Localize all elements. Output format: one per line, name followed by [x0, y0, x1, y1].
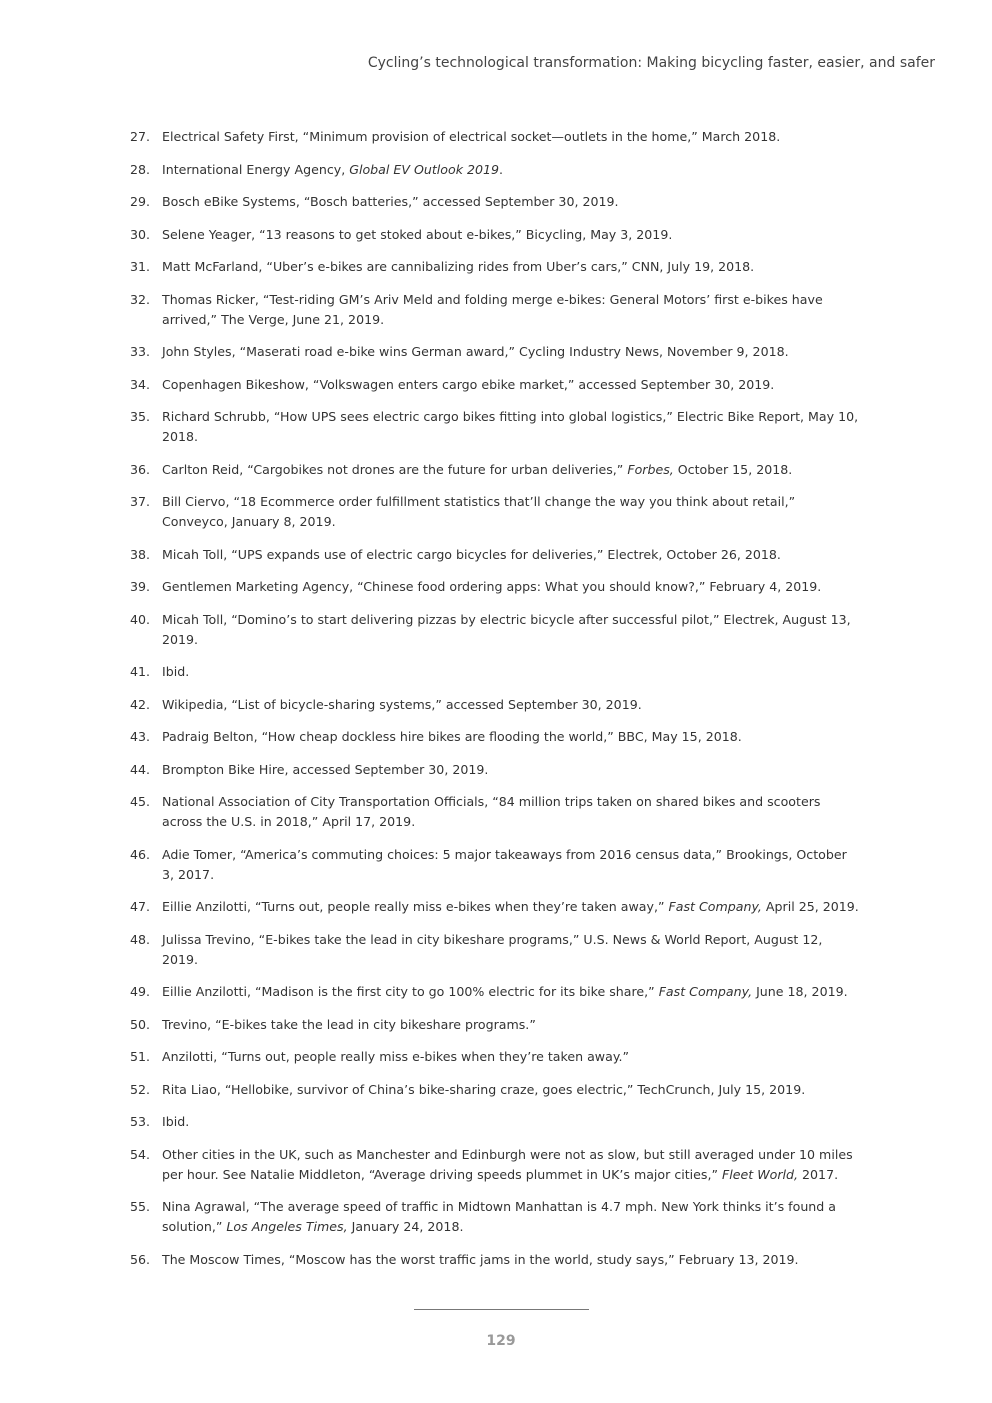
endnote-item — [130, 192, 860, 212]
endnote-number: 53. — [130, 1114, 151, 1129]
endnote-text — [162, 760, 860, 780]
endnote-text-segment: Rita Liao, “Hellobike, survivor of China’s bike-sharing craze, goes electric,” TechCrunch, July 15, 2019. — [162, 1081, 806, 1097]
running-header: Cycling’s technological transformation: Making bicycling faster, easier, and safer — [367, 55, 935, 71]
endnote-text-segment: Anzilotti, “Turns out, people really miss e-bikes when they’re taken away.” — [162, 1049, 629, 1064]
endnote-text — [162, 1015, 860, 1035]
endnote-text — [162, 225, 860, 245]
endnote-text — [162, 375, 860, 395]
endnote-number: 33. — [130, 344, 151, 359]
endnote-text — [162, 1080, 860, 1100]
endnote-item — [130, 545, 860, 565]
endnote-item — [130, 460, 860, 480]
endnote-text-segment: October 15, 2018. — [673, 461, 793, 477]
endnote-number: 55. — [130, 1199, 151, 1214]
endnote-item — [130, 930, 860, 970]
endnote-text — [162, 545, 860, 565]
endnote-text-segment: Matt McFarland, “Uber’s e-bikes are cannibalizing rides from Uber’s cars,” CNN, July 19, 2018. — [162, 259, 755, 274]
endnote-number: 38. — [130, 546, 151, 562]
endnote-item — [130, 577, 860, 597]
endnote-text — [162, 897, 860, 917]
endnote-item — [130, 225, 860, 245]
endnote-item — [130, 492, 860, 532]
endnote-item — [130, 1015, 860, 1035]
endnote-italic-title: Fast Company, — [668, 899, 762, 914]
endnote-text-segment: Wikipedia, “List of bicycle-sharing systems,” accessed September 30, 2019. — [162, 696, 642, 712]
endnote-text — [162, 407, 860, 447]
endnote-number: 42. — [130, 696, 151, 712]
endnote-number: 45. — [130, 794, 151, 809]
endnote-text-segment: Julissa Trevino, “E-bikes take the lead in city bikeshare programs,” U.S. News & World Report, August 12, 2019. — [162, 931, 823, 967]
endnote-italic-title: Los Angeles Times, — [226, 1219, 348, 1234]
endnote-item — [130, 1145, 860, 1185]
endnote-number: 29. — [130, 194, 151, 209]
endnote-number: 52. — [130, 1081, 151, 1097]
endnote-item — [130, 342, 860, 362]
endnote-number: 54. — [130, 1146, 151, 1162]
endnote-text — [162, 1145, 860, 1185]
endnote-text — [162, 727, 860, 747]
endnote-text — [162, 160, 860, 180]
endnote-text-segment: Eillie Anzilotti, “Madison is the first city to go 100% electric for its bike share,” — [162, 984, 659, 999]
endnote-number: 51. — [130, 1049, 151, 1064]
endnote-number: 32. — [130, 291, 151, 307]
endnote-number: 39. — [130, 579, 151, 594]
endnote-number: 47. — [130, 899, 151, 914]
endnote-number: 49. — [130, 984, 151, 999]
endnote-item — [130, 982, 860, 1002]
endnote-text — [162, 1047, 860, 1067]
endnote-item — [130, 727, 860, 747]
endnote-italic-title: Fleet World, — [722, 1166, 799, 1182]
page-number: 129 — [486, 1333, 516, 1349]
endnote-number: 27. — [130, 129, 151, 144]
endnote-text-segment: Bill Ciervo, “18 Ecommerce order fulfillment statistics that’ll change the way you think about retail,” Conveyco, January 8, 2019. — [162, 494, 796, 529]
endnote-text-segment: Ibid. — [162, 664, 190, 679]
endnote-number: 36. — [130, 461, 151, 477]
endnote-item — [130, 845, 860, 885]
endnote-text-segment: Padraig Belton, “How cheap dockless hire bikes are flooding the world,” BBC, May 15, 2018. — [162, 729, 742, 744]
endnote-text-segment: International Energy Agency, — [162, 161, 350, 177]
endnote-text-segment: January 24, 2018. — [347, 1219, 464, 1234]
endnote-text-segment: April 25, 2019. — [761, 899, 859, 914]
endnote-item — [130, 1047, 860, 1067]
endnote-text-segment: Ibid. — [162, 1114, 190, 1129]
endnote-text — [162, 695, 860, 715]
endnote-item — [130, 610, 860, 650]
endnote-number: 35. — [130, 409, 151, 424]
endnote-text-segment: Thomas Ricker, “Test-riding GM’s Ariv Meld and folding merge e-bikes: General Motors’ first e-bikes have arrived,” The Verge, June 21, 2019. — [162, 291, 823, 327]
endnote-text-segment: Other cities in the UK, such as Manchester and Edinburgh were not as slow, but still averaged under 10 miles per hour. See Natalie Middleton, “Average driving speeds plummet in UK’s major cities,” — [162, 1146, 853, 1182]
endnote-italic-title: Global EV Outlook 2019 — [349, 161, 500, 177]
endnote-number: 31. — [130, 259, 151, 274]
endnote-text-segment: Gentlemen Marketing Agency, “Chinese food ordering apps: What you should know?,” February 4, 2019. — [162, 579, 822, 594]
endnote-text — [162, 492, 860, 532]
endnote-item — [130, 257, 860, 277]
endnote-text-segment: The Moscow Times, “Moscow has the worst traffic jams in the world, study says,” February 13, 2019. — [162, 1251, 799, 1267]
endnote-text-segment: Bosch eBike Systems, “Bosch batteries,” accessed September 30, 2019. — [162, 194, 619, 209]
endnote-text — [162, 792, 860, 832]
endnote-text-segment: Nina Agrawal, “The average speed of traffic in Midtown Manhattan is 4.7 mph. New York thinks it’s found a solution,” — [162, 1199, 836, 1234]
endnote-text-segment: National Association of City Transportation Officials, “84 million trips taken on shared bikes and scooters across the U.S. in 2018,” April 17, 2019. — [162, 794, 821, 829]
endnote-item — [130, 1250, 860, 1270]
endnote-text — [162, 1197, 860, 1237]
endnote-text — [162, 662, 860, 682]
endnote-text — [162, 1112, 860, 1132]
endnote-item — [130, 662, 860, 682]
endnote-text — [162, 257, 860, 277]
endnote-number: 34. — [130, 376, 151, 392]
endnote-item — [130, 375, 860, 395]
endnote-item — [130, 760, 860, 780]
endnote-text — [162, 1250, 860, 1270]
endnote-text-segment: 2017. — [798, 1166, 839, 1182]
endnote-text — [162, 460, 860, 480]
endnote-item — [130, 160, 860, 180]
endnote-text-segment: Electrical Safety First, “Minimum provision of electrical socket—outlets in the home,” March 2018. — [162, 129, 781, 144]
endnote-number: 40. — [130, 611, 151, 627]
endnote-text-segment: Richard Schrubb, “How UPS sees electric cargo bikes fitting into global logistics,” Electric Bike Report, May 10, 2018. — [162, 409, 859, 444]
endnote-number: 37. — [130, 494, 151, 509]
endnote-number: 43. — [130, 729, 151, 744]
endnote-item — [130, 290, 860, 330]
endnote-text-segment: John Styles, “Maserati road e-bike wins German award,” Cycling Industry News, November 9, 2018. — [162, 344, 789, 359]
endnote-text — [162, 982, 860, 1002]
endnote-text — [162, 577, 860, 597]
endnote-text — [162, 610, 860, 650]
endnote-text — [162, 342, 860, 362]
endnote-text-segment: Brompton Bike Hire, accessed September 30, 2019. — [162, 761, 489, 777]
endnote-text — [162, 192, 860, 212]
endnote-text-segment: Eillie Anzilotti, “Turns out, people really miss e-bikes when they’re taken away,” — [162, 899, 669, 914]
endnote-italic-title: Forbes, — [627, 461, 674, 477]
footer-divider — [414, 1309, 589, 1310]
endnote-number: 56. — [130, 1251, 151, 1267]
endnote-item — [130, 1197, 860, 1237]
endnote-number: 46. — [130, 846, 151, 862]
endnote-text-segment: Carlton Reid, “Cargobikes not drones are the future for urban deliveries,” — [162, 461, 628, 477]
endnote-text — [162, 290, 860, 330]
endnote-number: 50. — [130, 1016, 151, 1032]
endnote-text — [162, 845, 860, 885]
endnote-item — [130, 695, 860, 715]
endnote-text-segment: Adie Tomer, “America’s commuting choices: 5 major takeaways from 2016 census data,” Brookings, October 3, 2017. — [162, 846, 847, 882]
endnote-text-segment: Selene Yeager, “13 reasons to get stoked about e-bikes,” Bicycling, May 3, 2019. — [162, 226, 673, 242]
endnote-item — [130, 792, 860, 832]
endnote-item — [130, 407, 860, 447]
endnote-text-segment: Copenhagen Bikeshow, “Volkswagen enters cargo ebike market,” accessed September 30, 2019. — [162, 376, 775, 392]
endnote-text-segment: June 18, 2019. — [752, 984, 848, 999]
endnote-number: 44. — [130, 761, 151, 777]
endnote-item — [130, 1112, 860, 1132]
endnote-number: 28. — [130, 161, 151, 177]
endnote-text-segment: Trevino, “E-bikes take the lead in city bikeshare programs.” — [162, 1016, 536, 1032]
endnote-number: 30. — [130, 226, 151, 242]
endnote-text-segment: Micah Toll, “UPS expands use of electric cargo bicycles for deliveries,” Electrek, October 26, 2018. — [162, 546, 781, 562]
endnote-item — [130, 1080, 860, 1100]
endnote-number: 41. — [130, 664, 151, 679]
endnote-number: 48. — [130, 931, 151, 947]
endnote-text — [162, 930, 860, 970]
endnote-text — [162, 127, 860, 147]
endnote-text-segment: Micah Toll, “Domino’s to start delivering pizzas by electric bicycle after successful pilot,” Electrek, August 13, 2019. — [162, 611, 851, 647]
endnote-item — [130, 127, 860, 147]
endnote-item — [130, 897, 860, 917]
endnotes-list — [130, 127, 860, 1282]
endnote-italic-title: Fast Company, — [658, 984, 753, 999]
endnote-text-segment: . — [499, 161, 504, 177]
